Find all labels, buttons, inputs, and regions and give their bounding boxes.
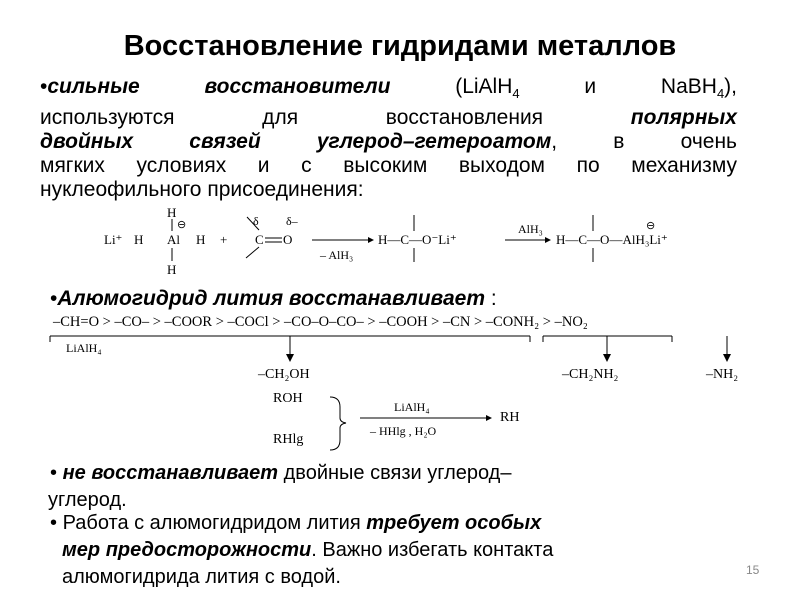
bullet: • (50, 287, 58, 310)
strong-reducers-text: сильные восстановители (47, 75, 391, 98)
alkane-product: RH (500, 410, 520, 425)
slide-title: Восстановление гидридами металлов (123, 30, 677, 62)
intro-emphasis: полярных (630, 106, 737, 130)
reagent-label: LiAlH₄ (66, 341, 102, 355)
arrow-head (486, 415, 492, 421)
product-nh2: –NH₂ (706, 367, 739, 382)
note-text: двойные связи углерод– (278, 462, 512, 484)
note-2-line-3: алюмогидрида лития с водой. (62, 566, 341, 588)
paren-text: ), (724, 75, 737, 98)
note-2-line-1 (50, 510, 553, 537)
subscript: 4 (512, 86, 520, 102)
arrow-head (603, 354, 611, 362)
intro-line-4: мягких условиях и с высоким выходом по механизму (40, 154, 737, 178)
bullet: • (50, 512, 58, 534)
page-number: 15 (746, 563, 760, 577)
negative-charge-icon: ⊖ (177, 219, 187, 231)
note-2 (50, 510, 553, 591)
lialh4-text: (LiAlH (390, 75, 513, 98)
note-1-line-2: углерод. (48, 489, 127, 511)
aluminum-atom: Al (167, 232, 180, 247)
section-heading (50, 287, 497, 311)
product-alcohol: –CH₂OH (258, 367, 310, 382)
alkoxide-product: H—C—O⁻Li⁺ (378, 232, 457, 247)
halide-reactant: RHlg (273, 432, 304, 447)
carbonyl-carbon: C (255, 232, 264, 247)
hydride-h-top: H (167, 205, 177, 220)
hydride-h-left: H (134, 232, 144, 247)
arrow-condition-below: – HHlg , H₂O (370, 424, 437, 438)
li-cation: Li⁺ (104, 232, 123, 247)
intro-text: , в очень (551, 130, 737, 154)
arrow-head (545, 237, 551, 243)
bullet: • (40, 75, 48, 98)
alcohol-reactant: ROH (273, 391, 303, 406)
bullet: • (50, 462, 58, 484)
arrow-head (723, 354, 731, 362)
arrow-condition-above: AlH₃ (518, 222, 543, 236)
carbonyl-oxygen: O (283, 232, 293, 247)
nabh4-text: и NaBH (519, 75, 717, 98)
product-amine: –CH₂NH₂ (562, 367, 619, 382)
heading-emphasis: Алюмогидрид лития восстанавливает (57, 287, 485, 310)
note-1-line-1 (50, 460, 511, 487)
note-emphasis: мер предосторожности (62, 539, 312, 561)
intro-emphasis: двойных связей углерод–гетероатом (40, 130, 552, 154)
reactivity-series: –CH=O > –CO– > –COOR > –COCl > –CO–O–CO– > –COOH > –CN > –CONH₂ > –NO₂ (53, 314, 588, 330)
negative-charge-icon: ⊖ (646, 220, 656, 232)
hydride-h-right: H (196, 232, 206, 247)
note-1 (50, 460, 511, 514)
arrow-condition-above: LiAlH₄ (394, 400, 430, 414)
arrow-head (286, 354, 294, 362)
bond-line (246, 247, 259, 258)
note-text: Работа с алюмогидридом лития (57, 512, 367, 534)
note-emphasis: требует особых (366, 512, 542, 534)
arrow-condition-below: – AlH₃ (320, 248, 354, 262)
bond-line (247, 217, 259, 230)
colon-text: : (485, 287, 497, 310)
intro-text: используются для восстановления (40, 106, 631, 130)
intro-line-5: нуклеофильного присоединения: (40, 178, 364, 202)
subscript: 4 (716, 86, 725, 102)
note-2-line-2 (50, 537, 553, 564)
aluminate-product: H—C—O—AlH₃Li⁺ (556, 232, 668, 247)
delta-plus-label: δ (253, 214, 259, 228)
plus-sign: + (220, 232, 228, 247)
note-text: . Важно избегать контакта (311, 539, 554, 561)
delta-minus-label: δ– (286, 214, 298, 228)
arrow-head (368, 237, 374, 243)
hydride-h-bottom: H (167, 262, 177, 277)
note-emphasis: не восстанавливает (57, 462, 279, 484)
curly-brace (330, 397, 346, 450)
